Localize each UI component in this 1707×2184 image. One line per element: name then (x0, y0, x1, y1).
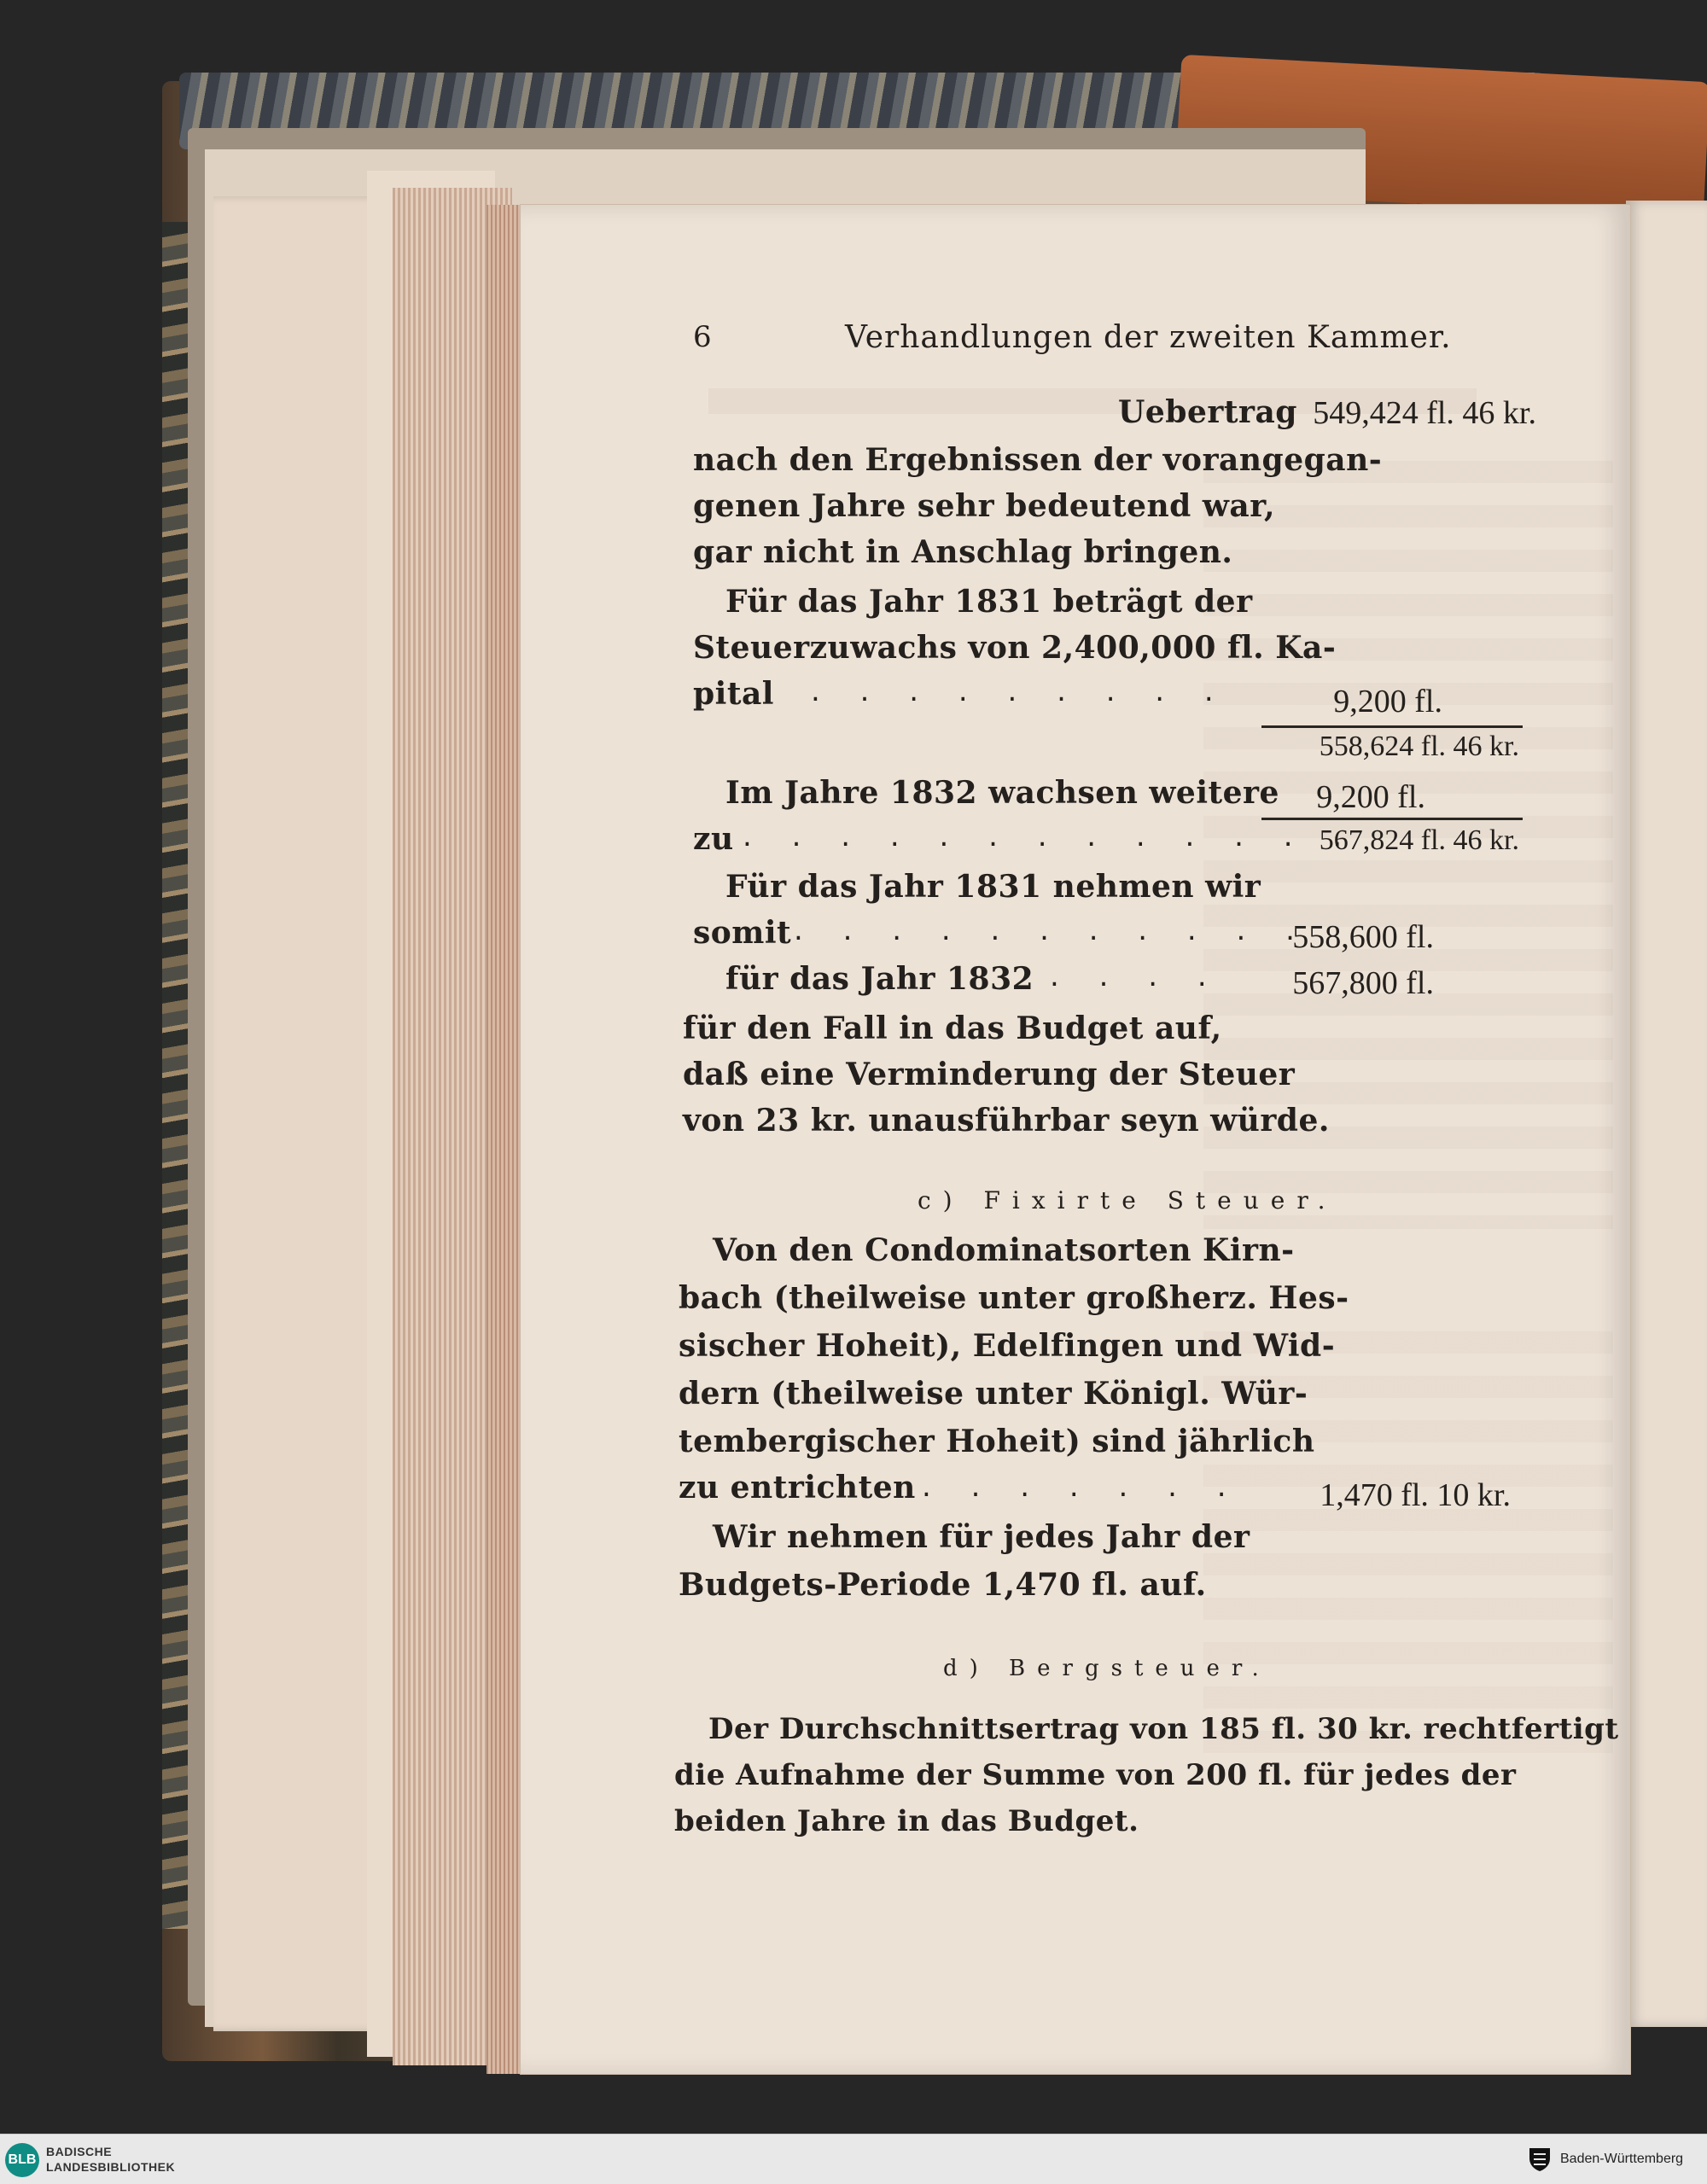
footer-bar (0, 2134, 1707, 2184)
text-line: sischer Hoheit), Edelfingen und Wid- (679, 1328, 1336, 1364)
text-line: Wir nehmen für jedes Jahr der (713, 1519, 1250, 1555)
uebertrag-label: Uebertrag (1118, 394, 1297, 430)
section-heading: d) Bergsteuer. (943, 1656, 1271, 1681)
uebertrag-value: 549,424 fl. 46 kr. (1313, 395, 1536, 431)
dot-leader: . . . . . . . . . . . . . (743, 819, 1358, 853)
text-line: pital (693, 676, 774, 712)
text-line: Von den Condominatsorten Kirn- (713, 1232, 1295, 1268)
state-label[interactable]: Baden-Württemberg (1560, 2152, 1684, 2166)
text-line: bach (theilweise unter großherz. Hes- (679, 1280, 1349, 1316)
text-line: von 23 kr. unausführbar seyn würde. (683, 1103, 1330, 1139)
text-line: gar nicht in Anschlag bringen. (693, 534, 1233, 570)
sum-rule (1261, 725, 1523, 728)
text-line: Für das Jahr 1831 beträgt der (725, 584, 1253, 620)
facing-page (1626, 201, 1707, 2027)
dot-leader: . . . . . . . . . (811, 674, 1229, 708)
library-name-line2: LANDESBIBLIOTHEK (46, 2160, 176, 2174)
text-line: tembergischer Hoheit) sind jährlich (679, 1424, 1315, 1459)
value-cell: 567,800 fl. (1292, 965, 1434, 1001)
library-name-line1: BADISCHE (46, 2145, 113, 2158)
text-line: Für das Jahr 1831 nehmen wir (725, 869, 1261, 905)
text-line: nach den Ergebnissen der vorangegan- (693, 442, 1383, 478)
book-page (521, 205, 1630, 2074)
section-heading: c) Fixirte Steuer. (918, 1186, 1337, 1214)
page-number: 6 (693, 320, 713, 354)
text-line: Steuerzuwachs von 2,400,000 fl. Ka- (693, 630, 1337, 666)
coat-of-arms-icon (1528, 2146, 1552, 2172)
value-cell: 9,200 fl. (1316, 779, 1425, 815)
subtotal-value: 558,624 fl. 46 kr. (1319, 731, 1519, 762)
text-line: Im Jahre 1832 wachsen weitere (725, 775, 1279, 811)
text-line: somit (693, 915, 792, 951)
text-line: zu entrichten (679, 1470, 916, 1506)
text-line: für das Jahr 1832 (725, 961, 1034, 997)
text-line: die Aufnahme der Summe von 200 fl. für jedes der (674, 1758, 1517, 1792)
text-line: genen Jahre sehr bedeutend war, (693, 488, 1276, 524)
running-head: Verhandlungen der zweiten Kammer. (845, 320, 1452, 355)
text-line: zu (693, 821, 734, 857)
blb-logo[interactable]: BLB (5, 2143, 39, 2177)
text-line: für den Fall in das Budget auf, (683, 1010, 1222, 1046)
dot-leader: . . . . . . . (922, 1470, 1242, 1504)
value-cell: 9,200 fl. (1333, 684, 1442, 719)
text-line: dern (theilweise unter Königl. Wür- (679, 1376, 1308, 1412)
value-cell: 558,600 fl. (1292, 919, 1434, 955)
dot-leader: . . . . (1050, 959, 1222, 993)
dot-leader: . . . . . . . . . . . (794, 913, 1310, 947)
value-cell: 1,470 fl. 10 kr. (1320, 1477, 1511, 1513)
subtotal-value: 567,824 fl. 46 kr. (1319, 824, 1519, 856)
text-line: Budgets-Periode 1,470 fl. auf. (679, 1567, 1207, 1603)
text-line: beiden Jahre in das Budget. (674, 1804, 1139, 1838)
text-line: Der Durchschnittsertrag von 185 fl. 30 kr. rechtfertigt (708, 1712, 1619, 1746)
text-line: daß eine Verminderung der Steuer (683, 1057, 1296, 1092)
